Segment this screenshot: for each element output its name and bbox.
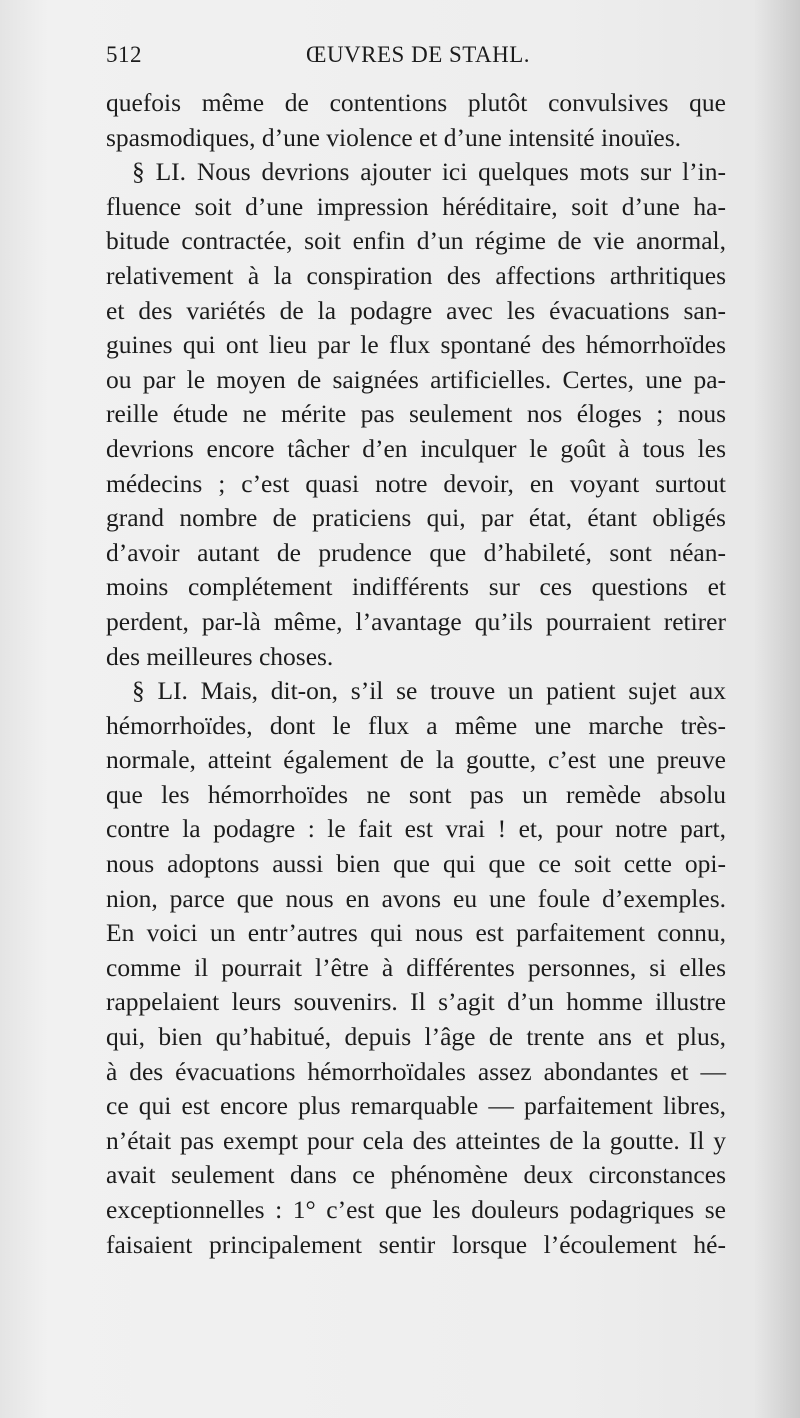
text-line: et des variétés de la podagre avec les évacuations san- — [106, 295, 726, 325]
text-line: ou par le moyen de saignées artificielles. Certes, une pa- — [106, 364, 726, 394]
text-line: bitude contractée, soit enfin d’un régime de vie anormal, — [106, 226, 726, 256]
text-line: exceptionnelles : 1° c’est que les douleurs podagriques se — [106, 1195, 726, 1224]
text-line: normale, atteint également de la goutte, c’est une preuve — [106, 745, 726, 775]
text-line: moins complétement indifférents sur ces questions et — [106, 572, 726, 602]
text-line: guines qui ont lieu par le flux spontané des hémorrhoïdes — [106, 330, 726, 360]
text-line: que les hémorrhoïdes ne sont pas un remède absolu — [106, 779, 726, 809]
text-line: faisaient principalement sentir lorsque l’écoulement hé- — [106, 1229, 726, 1259]
text-line: hémorrhoïdes, dont le flux a même une marche très- — [106, 710, 726, 740]
text-line: grand nombre de praticiens qui, par état, étant obligés — [106, 503, 726, 533]
page-header — [106, 42, 726, 82]
text-line: quefois même de contentions plutôt convulsives que — [106, 88, 726, 117]
text-line: des meilleures choses. — [106, 641, 334, 671]
text-line: comme il pourrait l’être à différentes personnes, si elles — [106, 952, 726, 982]
text-line: qui, bien qu’habitué, depuis l’âge de trente ans et plus, — [106, 1022, 726, 1052]
text-line: nous adoptons aussi bien que qui que ce soit cette opi- — [106, 849, 726, 879]
text-line: fluence soit d’une impression héréditaire, soit d’une ha- — [106, 191, 726, 221]
page-number: 512 — [106, 42, 142, 67]
text-line: ce qui est encore plus remarquable — parfaitement libres, — [106, 1091, 726, 1121]
text-line: reille étude ne mérite pas seulement nos éloges ; nous — [106, 399, 726, 429]
text-line: médecins ; c’est quasi notre devoir, en voyant surtout — [106, 468, 726, 498]
paragraph-start-line: § LI. Mais, dit-on, s’il se trouve un patient sujet aux — [132, 676, 726, 706]
text-line: d’avoir autant de prudence que d’habileté, sont néan- — [106, 537, 726, 567]
paragraph-start-line: § LI. Nous devrions ajouter ici quelques mots sur l’in- — [132, 157, 726, 187]
text-line: nion, parce que nous en avons eu une foule d’exemples. — [106, 883, 726, 913]
text-line: perdent, par-là même, l’avantage qu’ils pourraient retirer — [106, 606, 726, 636]
text-line: spasmodiques, d’une violence et d’une intensité inouïes. — [106, 122, 682, 152]
text-line: avait seulement dans ce phénomène deux circonstances — [106, 1160, 726, 1190]
text-line: à des évacuations hémorrhoïdales assez abondantes et — — [106, 1056, 726, 1086]
body-text — [106, 86, 726, 1262]
text-line: rappelaient leurs souvenirs. Il s’agit d’un homme illustre — [106, 987, 726, 1017]
text-line: devrions encore tâcher d’en inculquer le goût à tous les — [106, 433, 726, 463]
text-line: n’était pas exempt pour cela des atteintes de la goutte. Il y — [106, 1125, 726, 1155]
running-title: ŒUVRES DE STAHL. — [306, 42, 531, 67]
text-line: contre la podagre : le fait est vrai ! et, pour notre part, — [106, 814, 726, 844]
text-line: relativement à la conspiration des affections arthritiques — [106, 260, 726, 290]
text-line: En voici un entr’autres qui nous est parfaitement connu, — [106, 918, 726, 948]
